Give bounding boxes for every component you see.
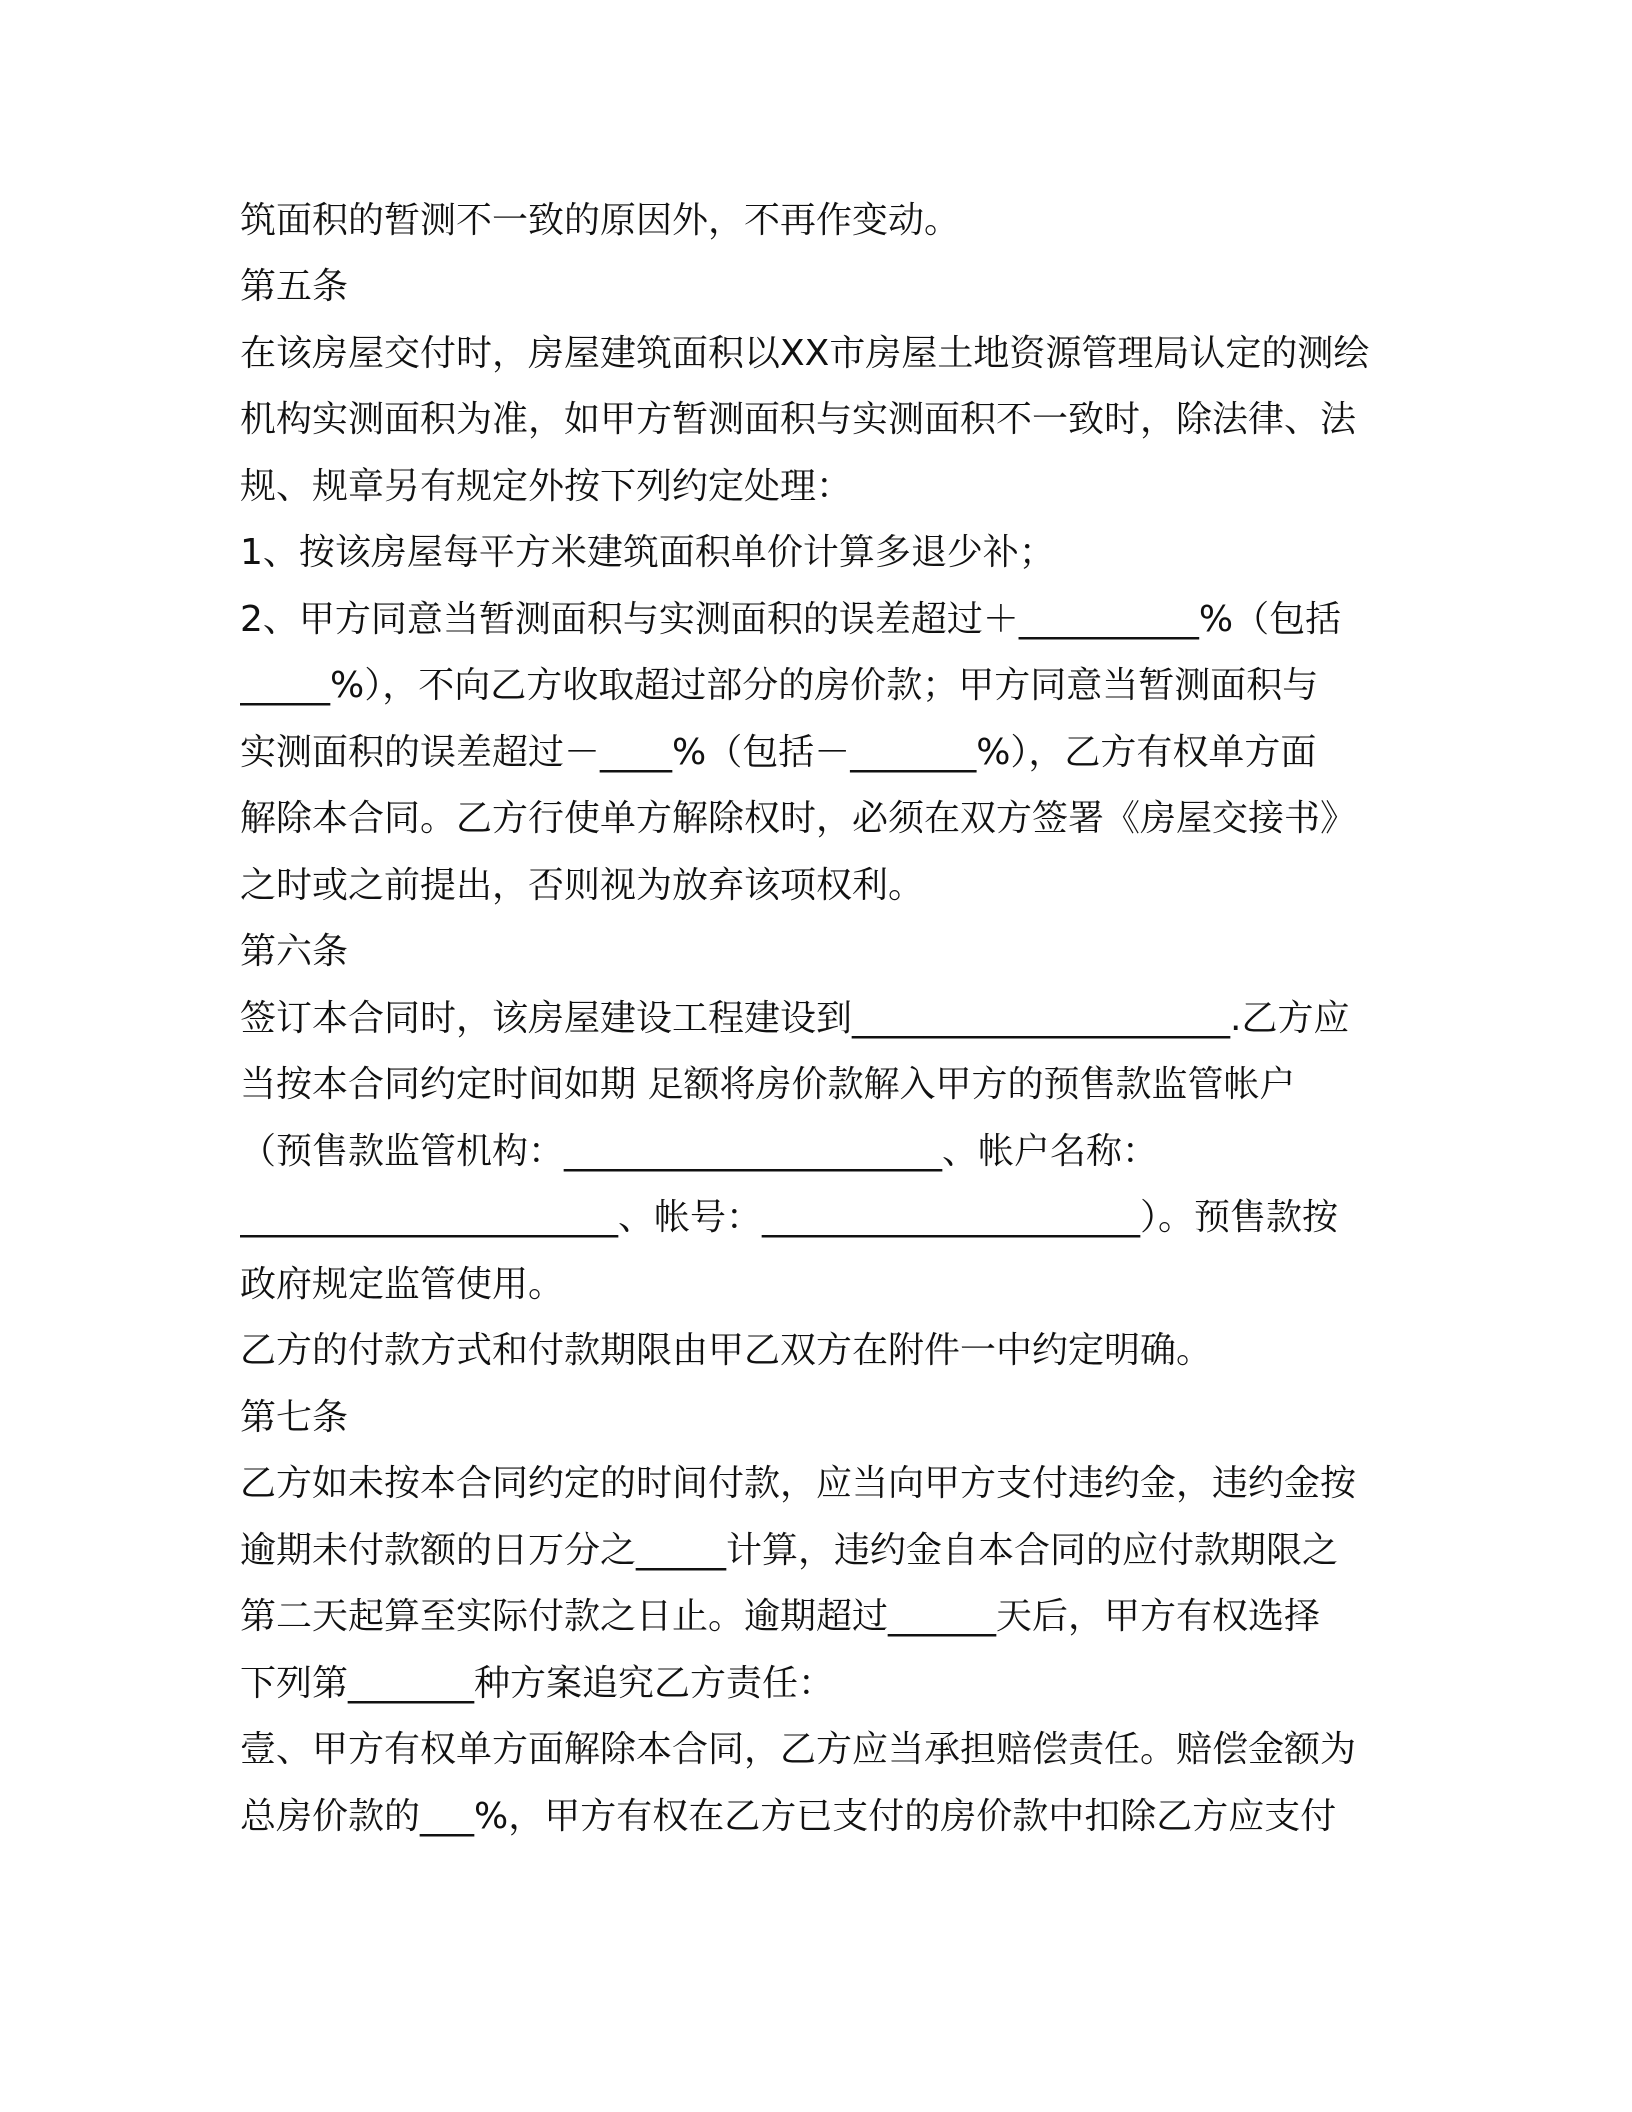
text-line: 下列第_______种方案追究乙方责任： (240, 1663, 835, 1704)
text-line: 总房价款的___%，甲方有权在乙方已支付的房价款中扣除乙方应支付 (240, 1796, 1337, 1837)
text-line: 第二天起算至实际付款之日止。逾期超过______天后，甲方有权选择 (240, 1596, 1321, 1637)
text-line: 1、按该房屋每平方米建筑面积单价计算多退少补； (240, 532, 1055, 573)
text-line: 筑面积的暂测不一致的原因外，不再作变动。 (240, 200, 961, 241)
text-line: 签订本合同时，该房屋建设工程建设到_____________________.乙方应 (240, 998, 1350, 1039)
text-line: （预售款监管机构：_____________________、帐户名称： (240, 1131, 1159, 1172)
text-line: 解除本合同。乙方行使单方解除权时，必须在双方签署《房屋交接书》 (240, 798, 1357, 839)
text-line: 逾期未付款额的日万分之_____计算，违约金自本合同的应付款期限之 (240, 1530, 1339, 1571)
text-line: 乙方的付款方式和付款期限由甲乙双方在附件一中约定明确。 (240, 1330, 1213, 1371)
text-line: 政府规定监管使用。 (240, 1264, 565, 1305)
text-line: 在该房屋交付时，房屋建筑面积以XX市房屋土地资源管理局认定的测绘 (240, 333, 1370, 374)
text-line: 壹、甲方有权单方面解除本合同，乙方应当承担赔偿责任。赔偿金额为 (240, 1729, 1357, 1770)
article-5-heading: 第五条 (240, 266, 349, 307)
text-line: 2、甲方同意当暂测面积与实测面积的误差超过＋__________%（包括 (240, 599, 1342, 640)
text-line: 当按本合同约定时间如期 足额将房价款解入甲方的预售款监管帐户 (240, 1064, 1296, 1105)
article-7-heading: 第七条 (240, 1397, 349, 1438)
text-line: 乙方如未按本合同约定的时间付款，应当向甲方支付违约金，违约金按 (240, 1463, 1357, 1504)
text-line: _____%），不向乙方收取超过部分的房价款；甲方同意当暂测面积与 (240, 665, 1319, 706)
text-line: 之时或之前提出，否则视为放弃该项权利。 (240, 865, 925, 906)
text-line: 实测面积的误差超过－____%（包括－_______%），乙方有权单方面 (240, 732, 1317, 773)
text-line: 机构实测面积为准，如甲方暂测面积与实测面积不一致时，除法律、法 (240, 399, 1357, 440)
article-6-heading: 第六条 (240, 931, 349, 972)
text-line: _____________________、帐号：_____________________）。预售款按 (240, 1197, 1339, 1238)
text-line: 规、规章另有规定外按下列约定处理： (240, 466, 853, 507)
